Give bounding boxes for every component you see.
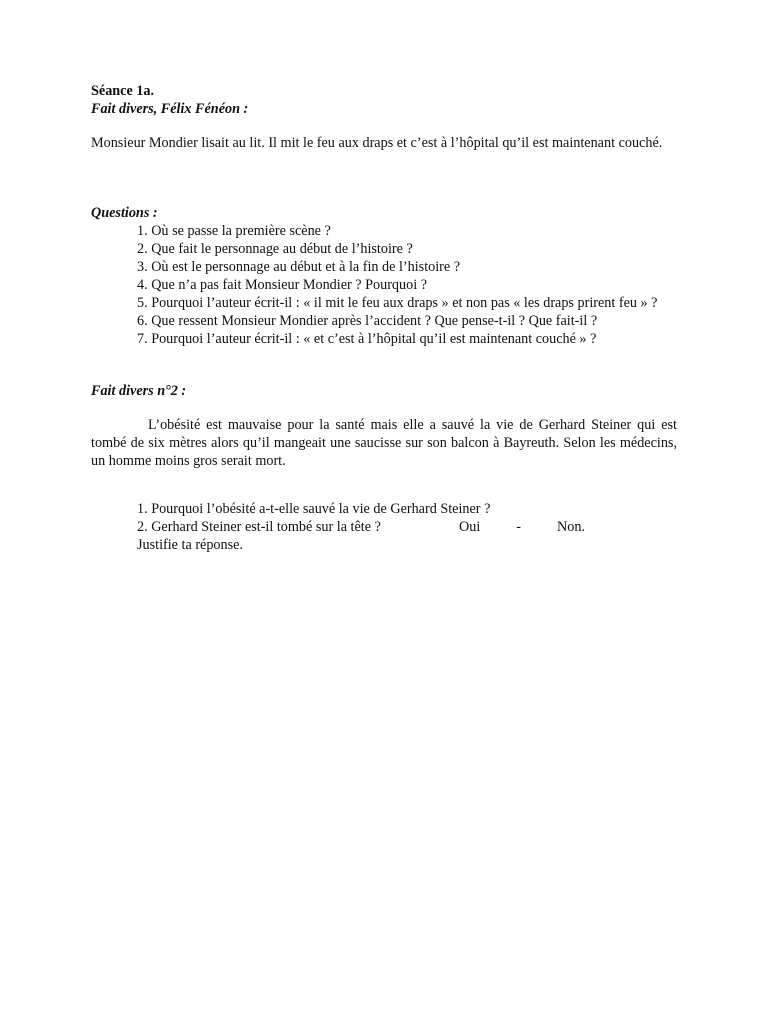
story-2-question-2: 2. Gerhard Steiner est-il tombé sur la tête ? Oui - Non. bbox=[137, 519, 585, 535]
questions-list bbox=[91, 222, 677, 348]
question-item: 6. Que ressent Monsieur Mondier après l’accident ? Que pense-t-il ? Que fait-il ? bbox=[137, 313, 598, 329]
story-1-text: Monsieur Mondier lisait au lit. Il mit le feu aux draps et c’est à l’hôpital qu’il est maintenant couché. bbox=[91, 135, 663, 151]
document-page bbox=[91, 82, 677, 554]
question-item: 4. Que n’a pas fait Monsieur Mondier ? Pourquoi ? bbox=[137, 277, 427, 293]
question-item: 3. Où est le personnage au début et à la fin de l’histoire ? bbox=[137, 259, 461, 275]
question-item: 5. Pourquoi l’auteur écrit-il : « il mit le feu aux draps » et non pas « les draps prirent feu » ? bbox=[137, 295, 658, 311]
justify-instruction: Justifie ta réponse. bbox=[137, 537, 243, 553]
story-2-heading: Fait divers n°2 : bbox=[91, 383, 187, 399]
story-2-question-1: 1. Pourquoi l’obésité a-t-elle sauvé la vie de Gerhard Steiner ? bbox=[137, 501, 491, 517]
question-item: 2. Que fait le personnage au début de l’histoire ? bbox=[137, 241, 413, 257]
questions-heading: Questions : bbox=[91, 205, 158, 221]
question-item: 7. Pourquoi l’auteur écrit-il : « et c’est à l’hôpital qu’il est maintenant couché » ? bbox=[137, 331, 597, 347]
story-2-text: L’obésité est mauvaise pour la santé mais elle a sauvé la vie de Gerhard Steiner qui est tombé de six mètres alors qu’il mangeait une saucisse sur son balcon à Bayreuth. Selon les médecins, un homme moins gros serait mort. bbox=[91, 417, 677, 469]
option-no: Non. bbox=[557, 519, 585, 535]
option-separator: - bbox=[516, 519, 522, 535]
question-item: 1. Où se passe la première scène ? bbox=[137, 223, 331, 239]
option-yes: Oui bbox=[459, 519, 481, 535]
session-title: Séance 1a. bbox=[91, 83, 155, 99]
document-subtitle: Fait divers, Félix Fénéon : bbox=[91, 101, 249, 117]
